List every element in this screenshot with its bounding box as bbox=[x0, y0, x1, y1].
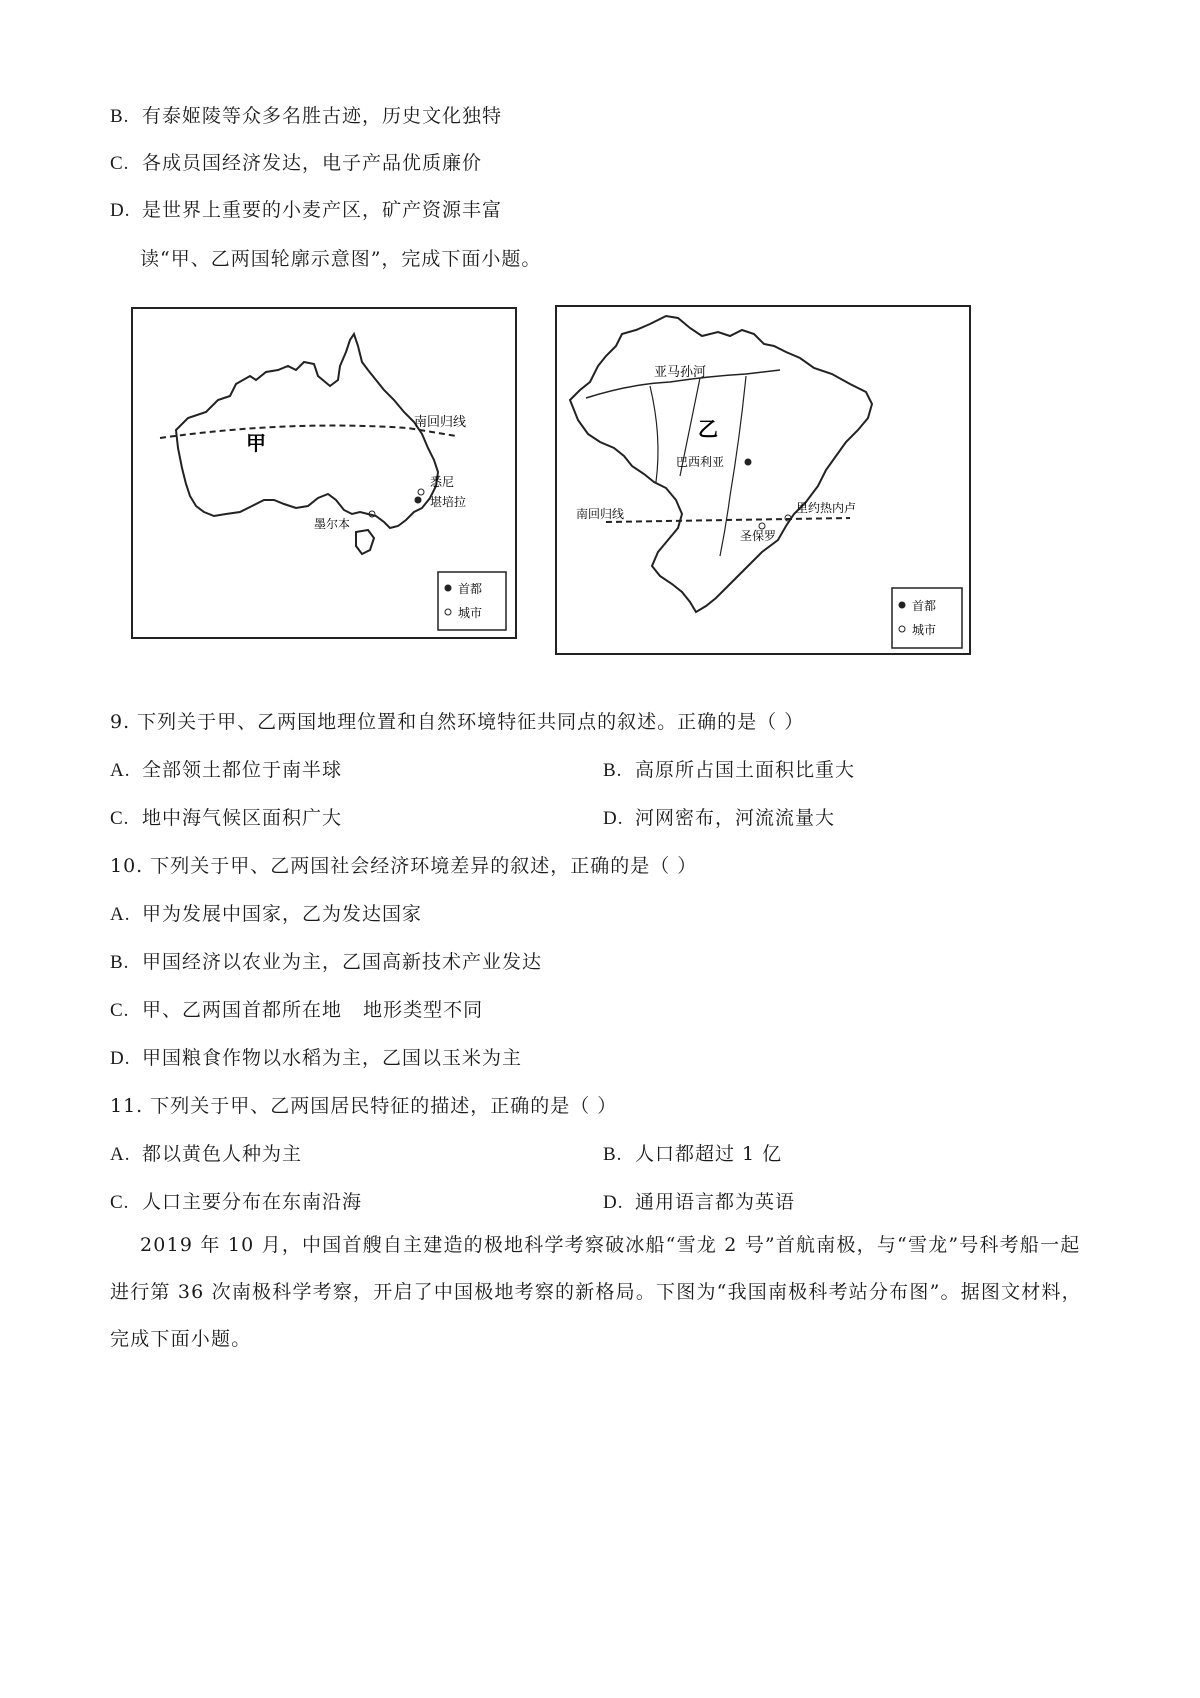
option-text: 是世界上重要的小麦产区，矿产资源丰富 bbox=[142, 199, 503, 221]
option-letter: B. bbox=[603, 760, 623, 781]
option-text: 河网密布，河流流量大 bbox=[635, 807, 836, 829]
q11-option-c[interactable] bbox=[110, 1188, 362, 1217]
option-letter: D. bbox=[110, 200, 131, 221]
option-letter: B. bbox=[603, 1144, 623, 1165]
option-letter: D. bbox=[603, 808, 624, 829]
legend-capital: 首都 bbox=[458, 582, 483, 596]
map-legend bbox=[892, 588, 962, 648]
capital-marker bbox=[415, 497, 422, 504]
country-label-jia: 甲 bbox=[246, 431, 266, 455]
option-letter: D. bbox=[110, 1048, 131, 1069]
option-letter: B. bbox=[110, 106, 130, 127]
q10-option-d[interactable] bbox=[110, 1044, 522, 1073]
legend-city: 城市 bbox=[912, 623, 937, 637]
legend-capital: 首都 bbox=[912, 599, 937, 613]
q9-stem: 9. 下列关于甲、乙两国地理位置和自然环境特征共同点的叙述。正确的是（ ） bbox=[110, 711, 805, 733]
option-text: 有泰姬陵等众多名胜古迹，历史文化独特 bbox=[142, 105, 503, 127]
river-label: 亚马孙河 bbox=[654, 365, 707, 380]
option-text: 甲国经济以农业为主，乙国高新技术产业发达 bbox=[142, 951, 543, 973]
option-letter: D. bbox=[603, 1192, 624, 1213]
q10-stem: 10. 下列关于甲、乙两国社会经济环境差异的叙述，正确的是（ ） bbox=[110, 855, 698, 877]
tropic-label: 南回归线 bbox=[414, 415, 467, 430]
city-label-saopaulo: 圣保罗 bbox=[740, 529, 777, 543]
q9-option-b[interactable] bbox=[603, 756, 855, 785]
option-text: 甲为发展中国家，乙为发达国家 bbox=[142, 903, 423, 925]
map-legend bbox=[438, 572, 506, 630]
q9-option-d[interactable] bbox=[603, 804, 835, 833]
option-letter: A. bbox=[110, 1144, 131, 1165]
option-letter: C. bbox=[110, 1000, 130, 1021]
q11-stem: 11. 下列关于甲、乙两国居民特征的描述，正确的是（ ） bbox=[110, 1095, 618, 1117]
legend-capital-icon bbox=[899, 602, 906, 609]
passage-text: 2019 年 10 月，中国首艘自主建造的极地科学考察破冰船“雪龙 2 号”首航南极，与“雪龙”号科考船一起进行第 36 次南极科学考察，开启了中国极地考察的新格局。下图为“我国南极科考站分布图”。据图文材料，完成下面小题。 bbox=[110, 1234, 1082, 1350]
option-letter: C. bbox=[110, 808, 130, 829]
option-text: 甲国粮食作物以水稻为主，乙国以玉米为主 bbox=[142, 1047, 523, 1069]
capital-marker bbox=[745, 459, 752, 466]
option-letter: C. bbox=[110, 1192, 130, 1213]
option-text: 高原所占国土面积比重大 bbox=[635, 759, 856, 781]
option-letter: A. bbox=[110, 760, 131, 781]
city-label-canberra: 堪培拉 bbox=[430, 495, 467, 509]
map-intro: 读“甲、乙两国轮廓示意图”，完成下面小题。 bbox=[140, 248, 542, 270]
city-label-sydney: 悉尼 bbox=[430, 475, 455, 489]
tropic-line bbox=[160, 426, 456, 438]
prev-option-d bbox=[110, 196, 502, 225]
legend-city: 城市 bbox=[458, 606, 483, 620]
q11-option-d[interactable] bbox=[603, 1188, 795, 1217]
tropic-line bbox=[606, 518, 850, 522]
city-label-rio: 里约热内卢 bbox=[796, 501, 857, 515]
city-marker-sydney bbox=[418, 489, 424, 495]
tropic-label: 南回归线 bbox=[576, 507, 625, 521]
option-text: 人口都超过 1 亿 bbox=[635, 1143, 783, 1165]
option-letter: C. bbox=[110, 153, 130, 174]
option-text: 全部领土都位于南半球 bbox=[142, 759, 343, 781]
option-letter: A. bbox=[110, 904, 131, 925]
tasmania-outline bbox=[356, 530, 374, 554]
option-text: 都以黄色人种为主 bbox=[142, 1143, 303, 1165]
option-text: 人口主要分布在东南沿海 bbox=[142, 1191, 363, 1213]
map-jia-svg bbox=[118, 300, 528, 655]
map-yi-svg bbox=[550, 296, 980, 664]
prev-option-b bbox=[110, 102, 502, 131]
option-letter: B. bbox=[110, 952, 130, 973]
option-text: 地中海气候区面积广大 bbox=[142, 807, 343, 829]
map-yi bbox=[550, 296, 980, 668]
passage bbox=[110, 1222, 1100, 1363]
option-text: 甲、乙两国首都所在地 地形类型不同 bbox=[142, 999, 484, 1021]
q10-option-a[interactable] bbox=[110, 900, 422, 929]
option-text: 各成员国经济发达，电子产品优质廉价 bbox=[142, 152, 483, 174]
map-jia bbox=[118, 300, 528, 659]
q10-option-b[interactable] bbox=[110, 948, 542, 977]
capital-label: 巴西利亚 bbox=[676, 455, 725, 469]
country-label-yi: 乙 bbox=[698, 417, 718, 441]
q11-option-a[interactable] bbox=[110, 1140, 302, 1169]
river-3 bbox=[650, 386, 658, 482]
q11-option-b[interactable] bbox=[603, 1140, 782, 1169]
option-text: 通用语言都为英语 bbox=[635, 1191, 796, 1213]
legend-capital-icon bbox=[445, 585, 452, 592]
q9-option-c[interactable] bbox=[110, 804, 342, 833]
q10-option-c[interactable] bbox=[110, 996, 483, 1025]
city-label-melbourne: 墨尔本 bbox=[314, 517, 351, 531]
prev-option-c bbox=[110, 149, 482, 178]
q9-option-a[interactable] bbox=[110, 756, 342, 785]
